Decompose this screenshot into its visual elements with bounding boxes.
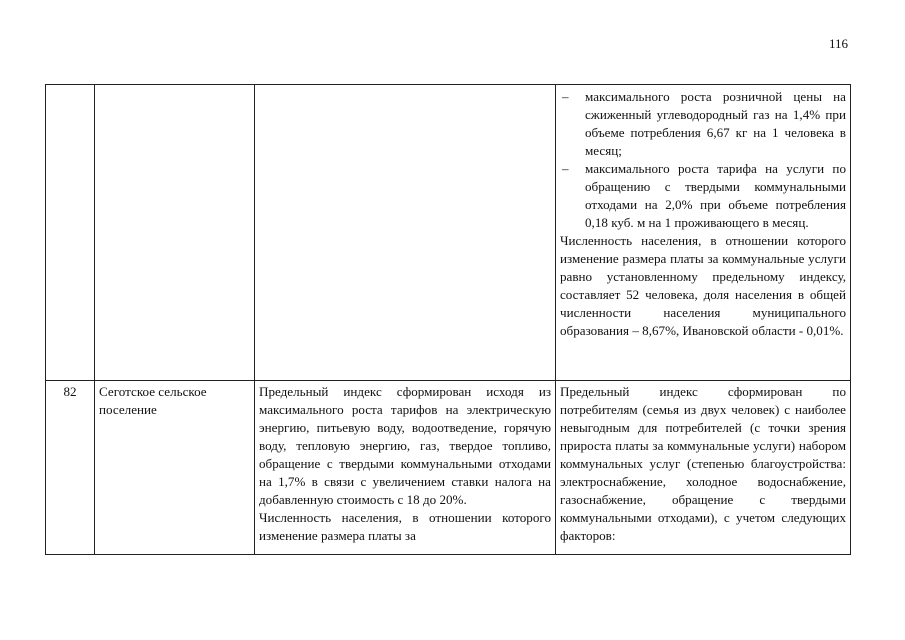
index-formation-paragraph: Предельный индекс сформирован по потребителям (семья из двух человек) с наиболее невыгодным для потребителей (с точки зрения прироста платы за коммунальные услуги) набором коммунальных услуг (степенью благоустройства: электроснабжение, холодное водоснабжение, газоснабжение, обращение с твердыми коммунальными отходами), с учетом следующих факторов: [560,384,846,543]
cell-details [556,381,851,555]
cell-details [556,85,851,381]
cell-municipality [95,85,255,381]
dash-marker: – [562,161,569,176]
cell-number: 82 [46,381,95,555]
list-item: – максимального роста розничной цены на сжиженный углеводородный газ на 1,4% при объеме потребления 6,67 кг на 1 человека в месяц; [562,89,846,158]
cell-number [46,85,95,381]
dash-marker: – [562,89,569,104]
table-row [46,381,851,555]
cell-index-basis [255,381,556,555]
cell-index-basis [255,85,556,381]
cell-municipality: Сеготское сельское поселение [95,381,255,555]
bullet-list [560,88,846,232]
index-basis-paragraph: Предельный индекс сформирован исходя из максимального роста тарифов на электрическую энергию, питьевую воду, водоотведение, горячую воду, тепловую энергию, газ, твердое топливо, обращение с твердыми коммунальными отходами на 1,7% в связи с увеличением ставки налога на добавленную стоимость с 18 до 20%. [259,384,551,507]
population-paragraph: Численность населения, в отношении которого изменение размера платы за [259,510,551,543]
population-paragraph: Численность населения, в отношении которого изменение размера платы за коммунальные услуги равно установленному предельному индексу, составляет 52 человека, доля населения в общей численности населения муниципального образования – 8,67%, Ивановской области - 0,01%. [560,233,846,338]
document-table [45,84,851,555]
table-row [46,85,851,381]
page-number: 116 [828,36,848,51]
list-item: – максимального роста тарифа на услуги по обращению с твердыми коммунальными отходами на 2,0% при объеме потребления 0,18 куб. м на 1 проживающего в месяц. [562,161,846,230]
